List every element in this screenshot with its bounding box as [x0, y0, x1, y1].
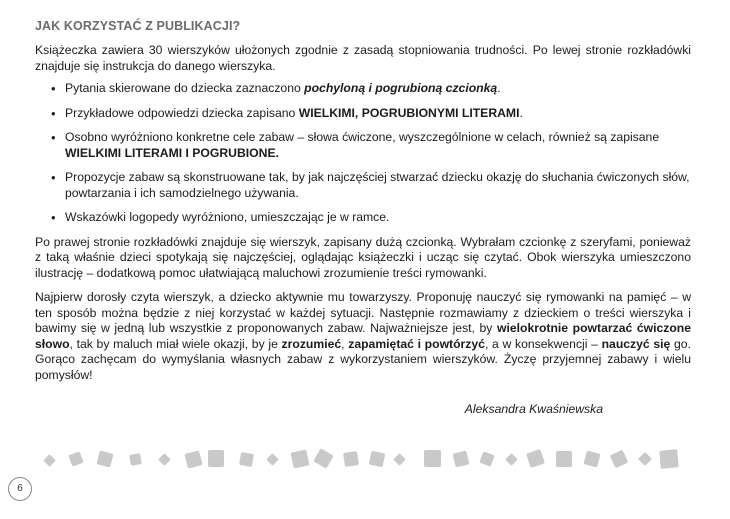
list-item: • Przykładowe odpowiedzi dziecka zapisano WIELKIMI, POGRUBIONYMI LITERAMI.: [65, 106, 691, 122]
paragraph-right-page: Po prawej stronie rozkładówki znajduje się wierszyk, zapisany dużą czcionką. Wybrałam czcionkę z szeryfami, ponieważ z taką właśnie dzieci spotykają się najczęściej, oglądając książeczki i ucząc się czytać. Obok wierszyka umieszczono ilustrację – dodatkową pomoc ułatwiającą maluchowi zrozumienie treści rymowanki.: [35, 234, 691, 280]
paragraph-instructions: Najpierw dorosły czyta wierszyk, a dziecko aktywnie mu towarzyszy. Proponuję nauczyć się rymowanki na pamięć – w ten sposób można będzie z niej korzystać w każdej sytuacji. Następnie rozmawiamy z dzieckiem o treści wierszyka i bawimy się w jedną lub wszystkie z proponowanych zabaw. Najważniejsze jest, by wielokrotnie powtarzać ćwiczone słowo, tak by maluch miał wiele okazji, by je zrozumieć, zapamiętać i powtórzyć, a w konsekwencji – nauczyć się go. Gorąco zachęcam do wymyślania własnych zabaw z wykorzystaniem wierszyków. Życzę przyjemnej zabawy i wielu pomysłów!: [35, 290, 691, 382]
list-item: • Propozycje zabaw są skonstruowane tak, by jak najczęściej stwarzać dziecku okazję do słuchania ćwiczonych słów, powtarzania i ich samodzielnego używania.: [65, 170, 691, 201]
page-number: 6: [8, 477, 32, 501]
page-content: [35, 0, 691, 417]
list-item: • Wskazówki logopedy wyróżniono, umieszczając je w ramce.: [65, 210, 691, 226]
bullet-list: [35, 81, 691, 226]
list-item: • Pytania skierowane do dziecka zaznaczono pochyloną i pogrubioną czcionką.: [65, 81, 691, 97]
intro-paragraph: Książeczka zawiera 30 wierszyków ułożonych zgodnie z zasadą stopniowania trudności. Po lewej stronie rozkładówki znajduje się instrukcja do danego wierszyka.: [35, 43, 691, 73]
decorative-shapes: [0, 440, 730, 480]
list-item: • Osobno wyróżniono konkretne cele zabaw – słowa ćwiczone, wyszczególnione w celach, również są zapisane WIELKIMI LITERAMI I POGRUBIONE.: [65, 130, 691, 161]
author-signature: Aleksandra Kwaśniewska: [464, 402, 603, 416]
page-heading: JAK KORZYSTAĆ Z PUBLIKACJI?: [35, 19, 241, 33]
